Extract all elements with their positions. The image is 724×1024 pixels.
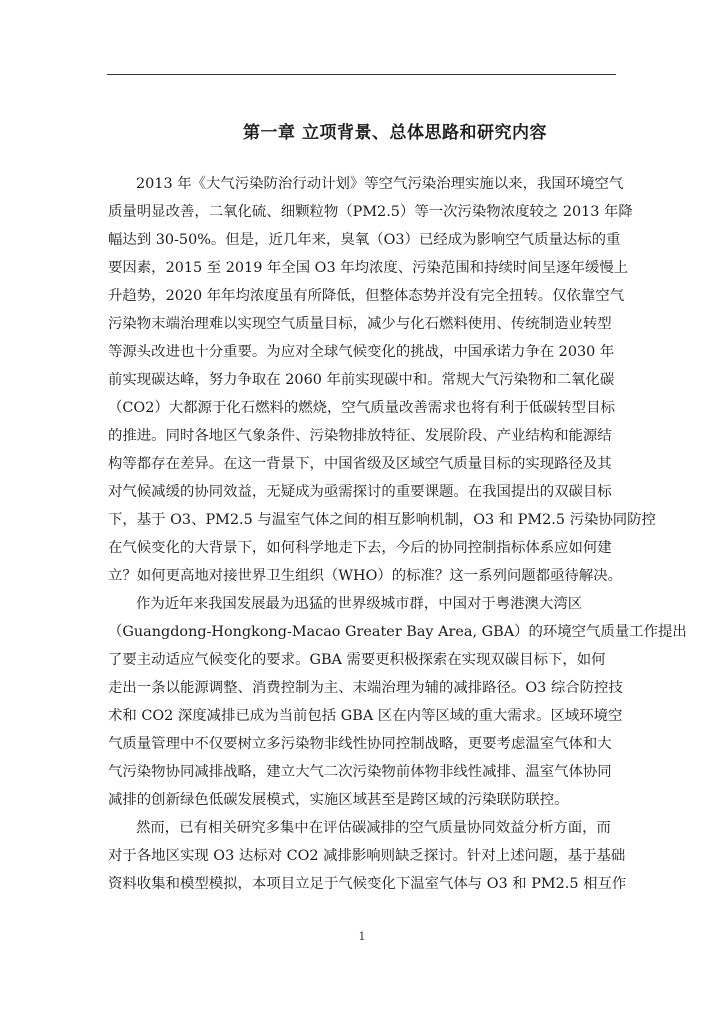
text-line: 的推进。同时各地区气象条件、污染物排放特征、发展阶段、产业结构和能源结 xyxy=(108,428,612,444)
chapter-title: 第一章 立项背景、总体思路和研究内容 xyxy=(243,123,547,143)
text-line: 资料收集和模型模拟，本项目立足于气候变化下温室气体与 O3 和 PM2.5 相互作 xyxy=(108,876,627,892)
text-line: 升趋势，2020 年年均浓度虽有所降低，但整体态势并没有完全扭转。仅依靠空气 xyxy=(108,288,625,304)
text-line: 要因素，2015 至 2019 年全国 O3 年均浓度、污染范围和持续时间呈逐年缓慢上 xyxy=(108,260,629,276)
text-line: 作为近年来我国发展最为迅猛的世界级城市群，中国对于粤港澳大湾区 xyxy=(136,596,583,612)
text-line: 走出一条以能源调整、消费控制为主、末端治理为辅的减排路径。O3 综合防控技 xyxy=(108,680,623,696)
text-line: 在气候变化的大背景下，如何科学地走下去，今后的协同控制指标体系应如何建 xyxy=(108,540,612,556)
body-text xyxy=(108,170,687,898)
text-line: 气污染物协同减排战略，建立大气二次污染物前体物非线性减排、温室气体协同 xyxy=(108,764,612,780)
text-line: 立？如何更高地对接世界卫生组织（WHO）的标准？这一系列问题都亟待解决。 xyxy=(108,568,623,584)
text-line: 污染物末端治理难以实现空气质量目标，减少与化石燃料使用、传统制造业转型 xyxy=(108,316,612,332)
text-line: 对于各地区实现 O3 达标对 CO2 减排影响则缺乏探讨。针对上述问题，基于基础 xyxy=(108,848,626,864)
text-line: 构等都存在差异。在这一背景下，中国省级及区域空气质量目标的实现路径及其 xyxy=(108,456,612,472)
text-line: 等源头改进也十分重要。为应对全球气候变化的挑战，中国承诺力争在 2030 年 xyxy=(108,344,615,360)
text-line: 了要主动适应气候变化的要求。GBA 需要更积极探索在实现双碳目标下，如何 xyxy=(108,652,606,668)
paragraph xyxy=(108,814,627,898)
header-rule xyxy=(107,74,616,75)
text-line: 前实现碳达峰，努力争取在 2060 年前实现碳中和。常规大气污染物和二氧化碳 xyxy=(108,372,615,388)
text-line: 质量明显改善，二氧化硫、细颗粒物（PM2.5）等一次污染物浓度较之 2013 年降 xyxy=(108,204,633,220)
text-line: 幅达到 30-50%。但是，近几年来，臭氧（O3）已经成为影响空气质量达标的重 xyxy=(108,232,621,248)
text-line: （Guangdong-Hongkong-Macao Greater Bay Area, GBA）的环境空气质量工作提出 xyxy=(108,624,687,640)
text-line: 对气候减缓的协同效益，无疑成为亟需探讨的重要课题。在我国提出的双碳目标 xyxy=(108,484,612,500)
text-line: 2013 年《大气污染防治行动计划》等空气污染治理实施以来，我国环境空气 xyxy=(136,176,624,192)
text-line: 气质量管理中不仅要树立多污染物非线性协同控制战略，更要考虑温室气体和大 xyxy=(108,736,612,752)
text-line: 术和 CO2 深度减排已成为当前包括 GBA 区在内等区域的重大需求。区域环境空 xyxy=(108,708,623,724)
paragraph xyxy=(108,590,687,814)
text-line: 下，基于 O3、PM2.5 与温室气体之间的相互影响机制，O3 和 PM2.5 污染协同防控 xyxy=(108,512,656,528)
page-number: 1 xyxy=(358,930,366,943)
text-line: （CO2）大都源于化石燃料的燃烧，空气质量改善需求也将有利于低碳转型目标 xyxy=(108,400,615,416)
text-line: 减排的创新绿色低碳发展模式，实施区域甚至是跨区域的污染联防联控。 xyxy=(108,792,569,808)
paragraph xyxy=(108,170,656,590)
text-line: 然而，已有相关研究多集中在评估碳减排的空气质量协同效益分析方面，而 xyxy=(136,820,611,836)
